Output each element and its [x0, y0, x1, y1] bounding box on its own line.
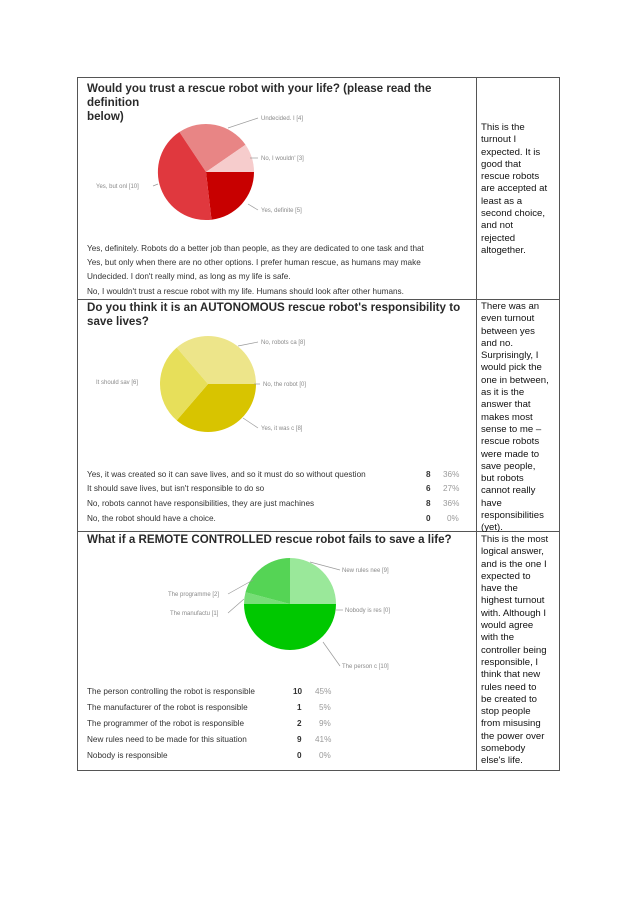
- comment-line: rejected: [481, 232, 516, 244]
- stat-count: 0: [426, 514, 431, 523]
- comment-line: Surprisingly, I: [481, 350, 539, 362]
- pie-label-manufacturer: The manufactu [1]: [170, 611, 219, 617]
- comment-line: somebody: [481, 743, 526, 755]
- comment-line: logical answer,: [481, 546, 544, 558]
- comment-line: expected. It is: [481, 146, 541, 158]
- stat-label: Yes, it was created so it can save lives, and so it must do so without question: [87, 470, 366, 479]
- pie-label-yes-definitely: Yes, definite [5]: [261, 208, 302, 214]
- comment-line: cannot really: [481, 485, 536, 497]
- comment-line: think that new: [481, 669, 541, 681]
- stat-label: No, the robot should have a choice.: [87, 514, 216, 523]
- question-2-title: [87, 301, 460, 329]
- comment-2: [477, 300, 559, 534]
- comment-line: responsible, I: [481, 656, 539, 668]
- pie-label-no-robots-cannot: No, robots ca [8]: [261, 340, 306, 346]
- stat-label: It should save lives, but isn't responsible to do so: [87, 484, 265, 493]
- comment-line: expected to: [481, 570, 531, 582]
- comment-line: with. Although I: [481, 607, 547, 619]
- question-3-cell: [78, 532, 477, 770]
- comment-line: were made to: [481, 448, 540, 460]
- question-2-pie-chart: [78, 332, 477, 460]
- question-2-title-line-1: Do you think it is an AUTONOMOUS rescue robot's responsibility to: [87, 301, 461, 314]
- stat-row: [87, 719, 467, 731]
- stat-count: 6: [426, 484, 431, 493]
- stat-row: [87, 484, 467, 496]
- comment-line: one in between,: [481, 374, 549, 386]
- comment-line: good that: [481, 158, 522, 170]
- stat-count: 10: [293, 687, 303, 696]
- stat-row: [87, 751, 467, 763]
- stat-count: 8: [426, 499, 431, 508]
- stat-row: [87, 499, 467, 511]
- comment-line: rescue robots: [481, 171, 540, 183]
- comment-line: else's life.: [481, 755, 523, 767]
- pie-label-undecided: Undecided. I [4]: [261, 116, 304, 122]
- comment-line: with the: [481, 632, 515, 644]
- pie-label-new-rules: New rules nee [9]: [342, 568, 389, 574]
- comment-line: and is the one I: [481, 558, 547, 570]
- answer-1-4: No, I wouldn't trust a rescue robot with my life. Humans should look after other humans.: [87, 287, 404, 296]
- comment-line: altogether.: [481, 244, 526, 256]
- comment-line: save people,: [481, 460, 536, 472]
- stat-count: 9: [297, 735, 302, 744]
- stat-row: [87, 687, 467, 699]
- stat-row: [87, 470, 467, 482]
- comment-line: are accepted at: [481, 183, 548, 195]
- comment-line: even turnout: [481, 313, 535, 325]
- stat-row: [87, 514, 467, 526]
- comment-3: [477, 532, 559, 770]
- comment-line: sense to me –: [481, 423, 542, 435]
- answer-1-3: Undecided. I don't really mind, as long as my life is safe.: [87, 272, 291, 281]
- question-1-pie-chart: [78, 108, 477, 238]
- pie-label-no: No, I wouldn' [3]: [261, 156, 304, 162]
- comment-line: makes most: [481, 411, 533, 423]
- comment-line: turnout I: [481, 134, 517, 146]
- leader-line: [243, 418, 258, 428]
- comment-line: as it is the: [481, 387, 525, 399]
- comment-line: have the: [481, 583, 518, 595]
- stat-percent: 27%: [443, 484, 460, 493]
- stat-percent: 9%: [319, 719, 331, 728]
- leader-line: [248, 204, 258, 210]
- comment-line: responsibilities: [481, 510, 544, 522]
- comment-line: This is the most: [481, 534, 549, 545]
- pie-label-person-controlling: The person c [10]: [342, 664, 389, 670]
- leader-line: [238, 342, 258, 346]
- stat-row: [87, 735, 467, 747]
- leader-line: [228, 118, 258, 128]
- comment-line: would agree: [481, 620, 534, 632]
- stat-count: 2: [297, 719, 302, 728]
- stat-count: 1: [297, 703, 302, 712]
- comment-line: stop people: [481, 706, 531, 718]
- comment-line: This is the: [481, 122, 525, 133]
- comment-line: and not: [481, 220, 514, 232]
- comment-line: (yet).: [481, 522, 503, 534]
- leader-line: [228, 599, 244, 613]
- stat-percent: 41%: [315, 735, 332, 744]
- question-row-1: [78, 78, 559, 300]
- comment-line: have: [481, 497, 502, 509]
- comment-line: rescue robots: [481, 436, 540, 448]
- comment-line: controller being: [481, 644, 547, 656]
- comment-line: the power over: [481, 730, 545, 742]
- comment-line: answer that: [481, 399, 531, 411]
- stat-count: 0: [297, 751, 302, 760]
- leader-line: [323, 642, 340, 666]
- question-1-title-line-2: below): [87, 110, 124, 123]
- comment-1: [477, 78, 559, 299]
- pie-label-yes-but: Yes, but onl [10]: [96, 184, 139, 190]
- comment-line: but robots: [481, 473, 524, 485]
- question-1-title-line-1: Would you trust a rescue robot with your life? (please read the definition: [87, 82, 432, 109]
- comment-line: would pick the: [481, 362, 542, 374]
- comment-line: least as a: [481, 195, 523, 207]
- stat-label: The manufacturer of the robot is responsible: [87, 703, 248, 712]
- comment-line: There was an: [481, 301, 540, 312]
- pie-label-programmer: The programme [2]: [168, 592, 220, 598]
- question-row-2: [78, 300, 559, 532]
- stat-percent: 36%: [443, 470, 460, 479]
- pie-slice-new-rules: [290, 558, 336, 604]
- question-3-title: [87, 533, 452, 547]
- leader-line: [153, 184, 158, 186]
- stat-label: New rules need to be made for this situation: [87, 735, 247, 744]
- pie-label-it-should-save: It should sav [6]: [96, 380, 139, 386]
- stat-label: The person controlling the robot is responsible: [87, 687, 255, 696]
- stat-percent: 0%: [319, 751, 331, 760]
- pie-label-nobody: Nobody is res [0]: [345, 608, 391, 614]
- pie-slice-person-controlling: [244, 604, 336, 650]
- comment-line: from misusing: [481, 718, 541, 730]
- stat-percent: 5%: [319, 703, 331, 712]
- question-3-title-line-1: What if a REMOTE CONTROLLED rescue robot fails to save a life?: [87, 533, 452, 546]
- question-2-title-line-2: save lives?: [87, 315, 149, 328]
- question-1-cell: [78, 78, 477, 299]
- comment-line: be created to: [481, 693, 538, 705]
- stat-row: [87, 703, 467, 715]
- stat-count: 8: [426, 470, 431, 479]
- stat-percent: 36%: [443, 499, 460, 508]
- comment-line: rules need to: [481, 681, 537, 693]
- comment-line: between yes: [481, 325, 535, 337]
- question-row-3: [78, 532, 559, 770]
- answer-1-2: Yes, but only when there are no other options. I prefer human rescue, as humans may make: [87, 258, 421, 267]
- stat-label: The programmer of the robot is responsible: [87, 719, 245, 728]
- stat-label: No, robots cannot have responsibilities, they are just machines: [87, 499, 315, 508]
- question-3-pie-chart: [78, 552, 477, 682]
- stat-percent: 45%: [315, 687, 332, 696]
- comment-line: second choice,: [481, 208, 545, 220]
- pie-label-yes-it-was: Yes, it was c [8]: [261, 426, 303, 432]
- pie-slice-yes-definitely: [206, 172, 254, 220]
- pie-label-no-the-robot: No, the robot [0]: [263, 382, 307, 388]
- comment-line: and no.: [481, 337, 514, 349]
- stat-percent: 0%: [447, 514, 459, 523]
- survey-table: [77, 77, 560, 771]
- stat-label: Nobody is responsible: [87, 751, 168, 760]
- answer-1-1: Yes, definitely. Robots do a better job than people, as they are dedicated to one task and that: [87, 244, 424, 253]
- question-2-cell: [78, 300, 477, 531]
- comment-line: highest turnout: [481, 595, 545, 607]
